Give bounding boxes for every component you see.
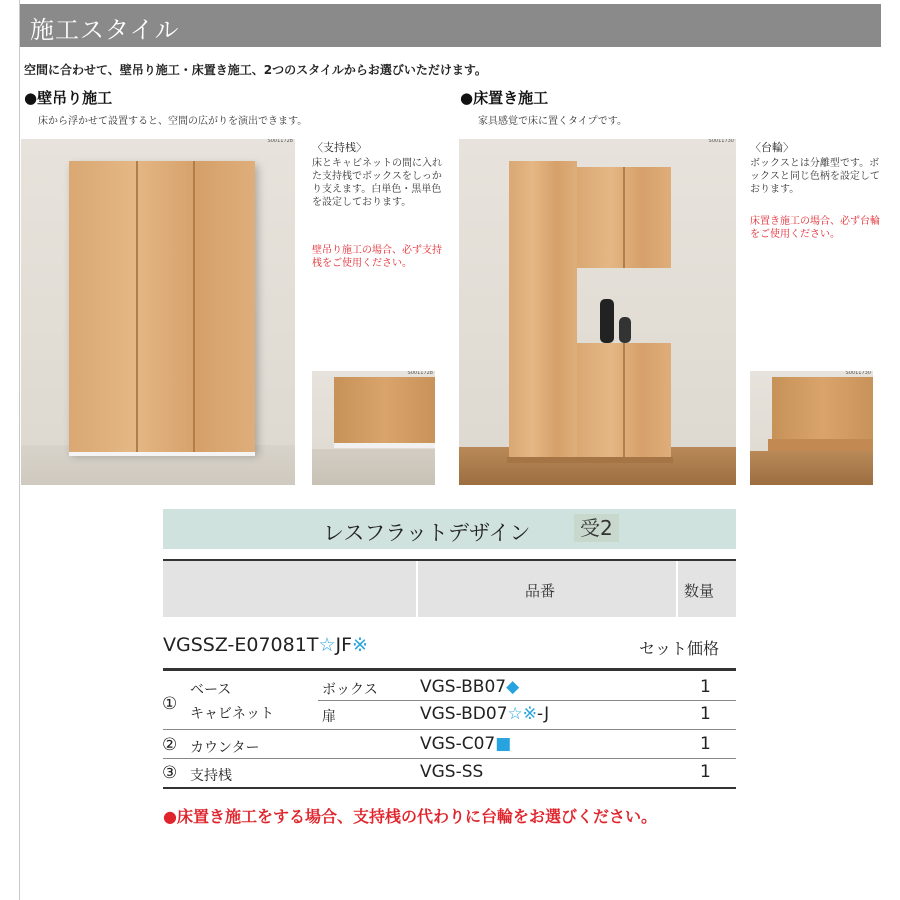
- wall-mount-title: ●壁吊り施工: [24, 89, 113, 107]
- section-title: 施工スタイル: [30, 16, 180, 44]
- table-header-row: [163, 561, 736, 617]
- item-number: ②: [162, 735, 178, 755]
- item-qty: 1: [700, 734, 711, 754]
- floor-mount-title: ●床置き施工: [460, 89, 549, 107]
- item-code: VGS-BD07☆※-J: [420, 704, 550, 724]
- support-bar-heading: 〈支持桟〉: [312, 141, 367, 154]
- wall-cabinet-illustration: [69, 161, 255, 452]
- plinth-note: 床置き施工の場合、必ず台輪をご使用ください。: [750, 216, 880, 240]
- table-rule: [163, 668, 736, 671]
- item-qty: 1: [700, 677, 711, 697]
- photo-code: S0011728: [267, 139, 293, 144]
- asterisk-mark: ※: [352, 634, 368, 656]
- floor-mount-subtitle: 家具感覚で床に置くタイプです。: [478, 116, 627, 127]
- item-number: ①: [162, 694, 178, 714]
- floor-mount-photo: [459, 139, 736, 485]
- item-name-line2: キャビネット: [190, 706, 274, 722]
- lower-cabinet-illustration: [577, 343, 671, 457]
- item-qty: 1: [700, 704, 711, 724]
- product-series-title: レスフラットデザイン: [323, 521, 531, 545]
- plinth-heading: 〈台輪〉: [750, 141, 794, 154]
- wall-mount-photo: [21, 139, 295, 485]
- table-rule: [163, 729, 736, 730]
- wall-mount-subtitle: 床から浮かせて設置すると、空間の広がりを演出できます。: [38, 116, 308, 127]
- star-mark: ☆: [318, 634, 336, 656]
- product-table-title-band: [163, 509, 736, 549]
- item-code: VGS-SS: [420, 762, 484, 782]
- support-bar-text: 床とキャビネットの間に入れた支持桟でボックスをしっかり支えます。白単色・黒単色を設定しております。: [312, 158, 442, 208]
- item-name: カウンター: [190, 740, 260, 756]
- section-header: [20, 4, 881, 47]
- item-number: ③: [162, 763, 178, 783]
- item-code: VGS-BB07◆: [420, 677, 520, 697]
- star-asterisk-mark: ☆※: [507, 704, 537, 724]
- photo-code: S0011730: [708, 139, 734, 144]
- table-rule: [163, 787, 736, 789]
- col-header-part-number: 品番: [525, 582, 556, 600]
- set-code: VGSSZ-E07081T☆JF※: [163, 634, 368, 656]
- support-bar-note: 壁吊り施工の場合、必ず支持桟をご使用ください。: [312, 245, 442, 269]
- tall-cabinet-illustration: [509, 161, 577, 457]
- support-bar-detail-photo: [312, 371, 435, 485]
- table-rule: [318, 700, 736, 701]
- item-qty: 1: [700, 762, 711, 782]
- square-mark: ■: [495, 734, 512, 754]
- upper-cabinet-illustration: [577, 167, 671, 268]
- plinth-detail-photo: [750, 371, 873, 485]
- order-badge: 受2: [574, 514, 619, 542]
- item-name-line1: ベース: [190, 682, 232, 698]
- col-header-quantity: 数量: [684, 582, 715, 600]
- left-border: [19, 0, 20, 900]
- detail-code: S0011730: [845, 371, 871, 376]
- detail-code: S0011728: [407, 371, 433, 376]
- item-sub-label: 扉: [322, 709, 336, 725]
- diamond-mark: ◆: [506, 677, 520, 697]
- intro-text: 空間に合わせて、壁吊り施工・床置き施工、2つのスタイルからお選びいただけます。: [24, 63, 487, 77]
- item-name: 支持桟: [190, 768, 232, 784]
- item-sub-label: ボックス: [322, 682, 378, 698]
- item-code: VGS-C07■: [420, 734, 512, 754]
- table-rule: [163, 758, 736, 759]
- set-price-label: セット価格: [639, 639, 720, 658]
- plinth-text: ボックスとは分離型です。ボックスと同じ色柄を設定しております。: [750, 158, 880, 195]
- floor-mount-note: ●床置き施工をする場合、支持桟の代わりに台輪をお選びください。: [163, 807, 657, 826]
